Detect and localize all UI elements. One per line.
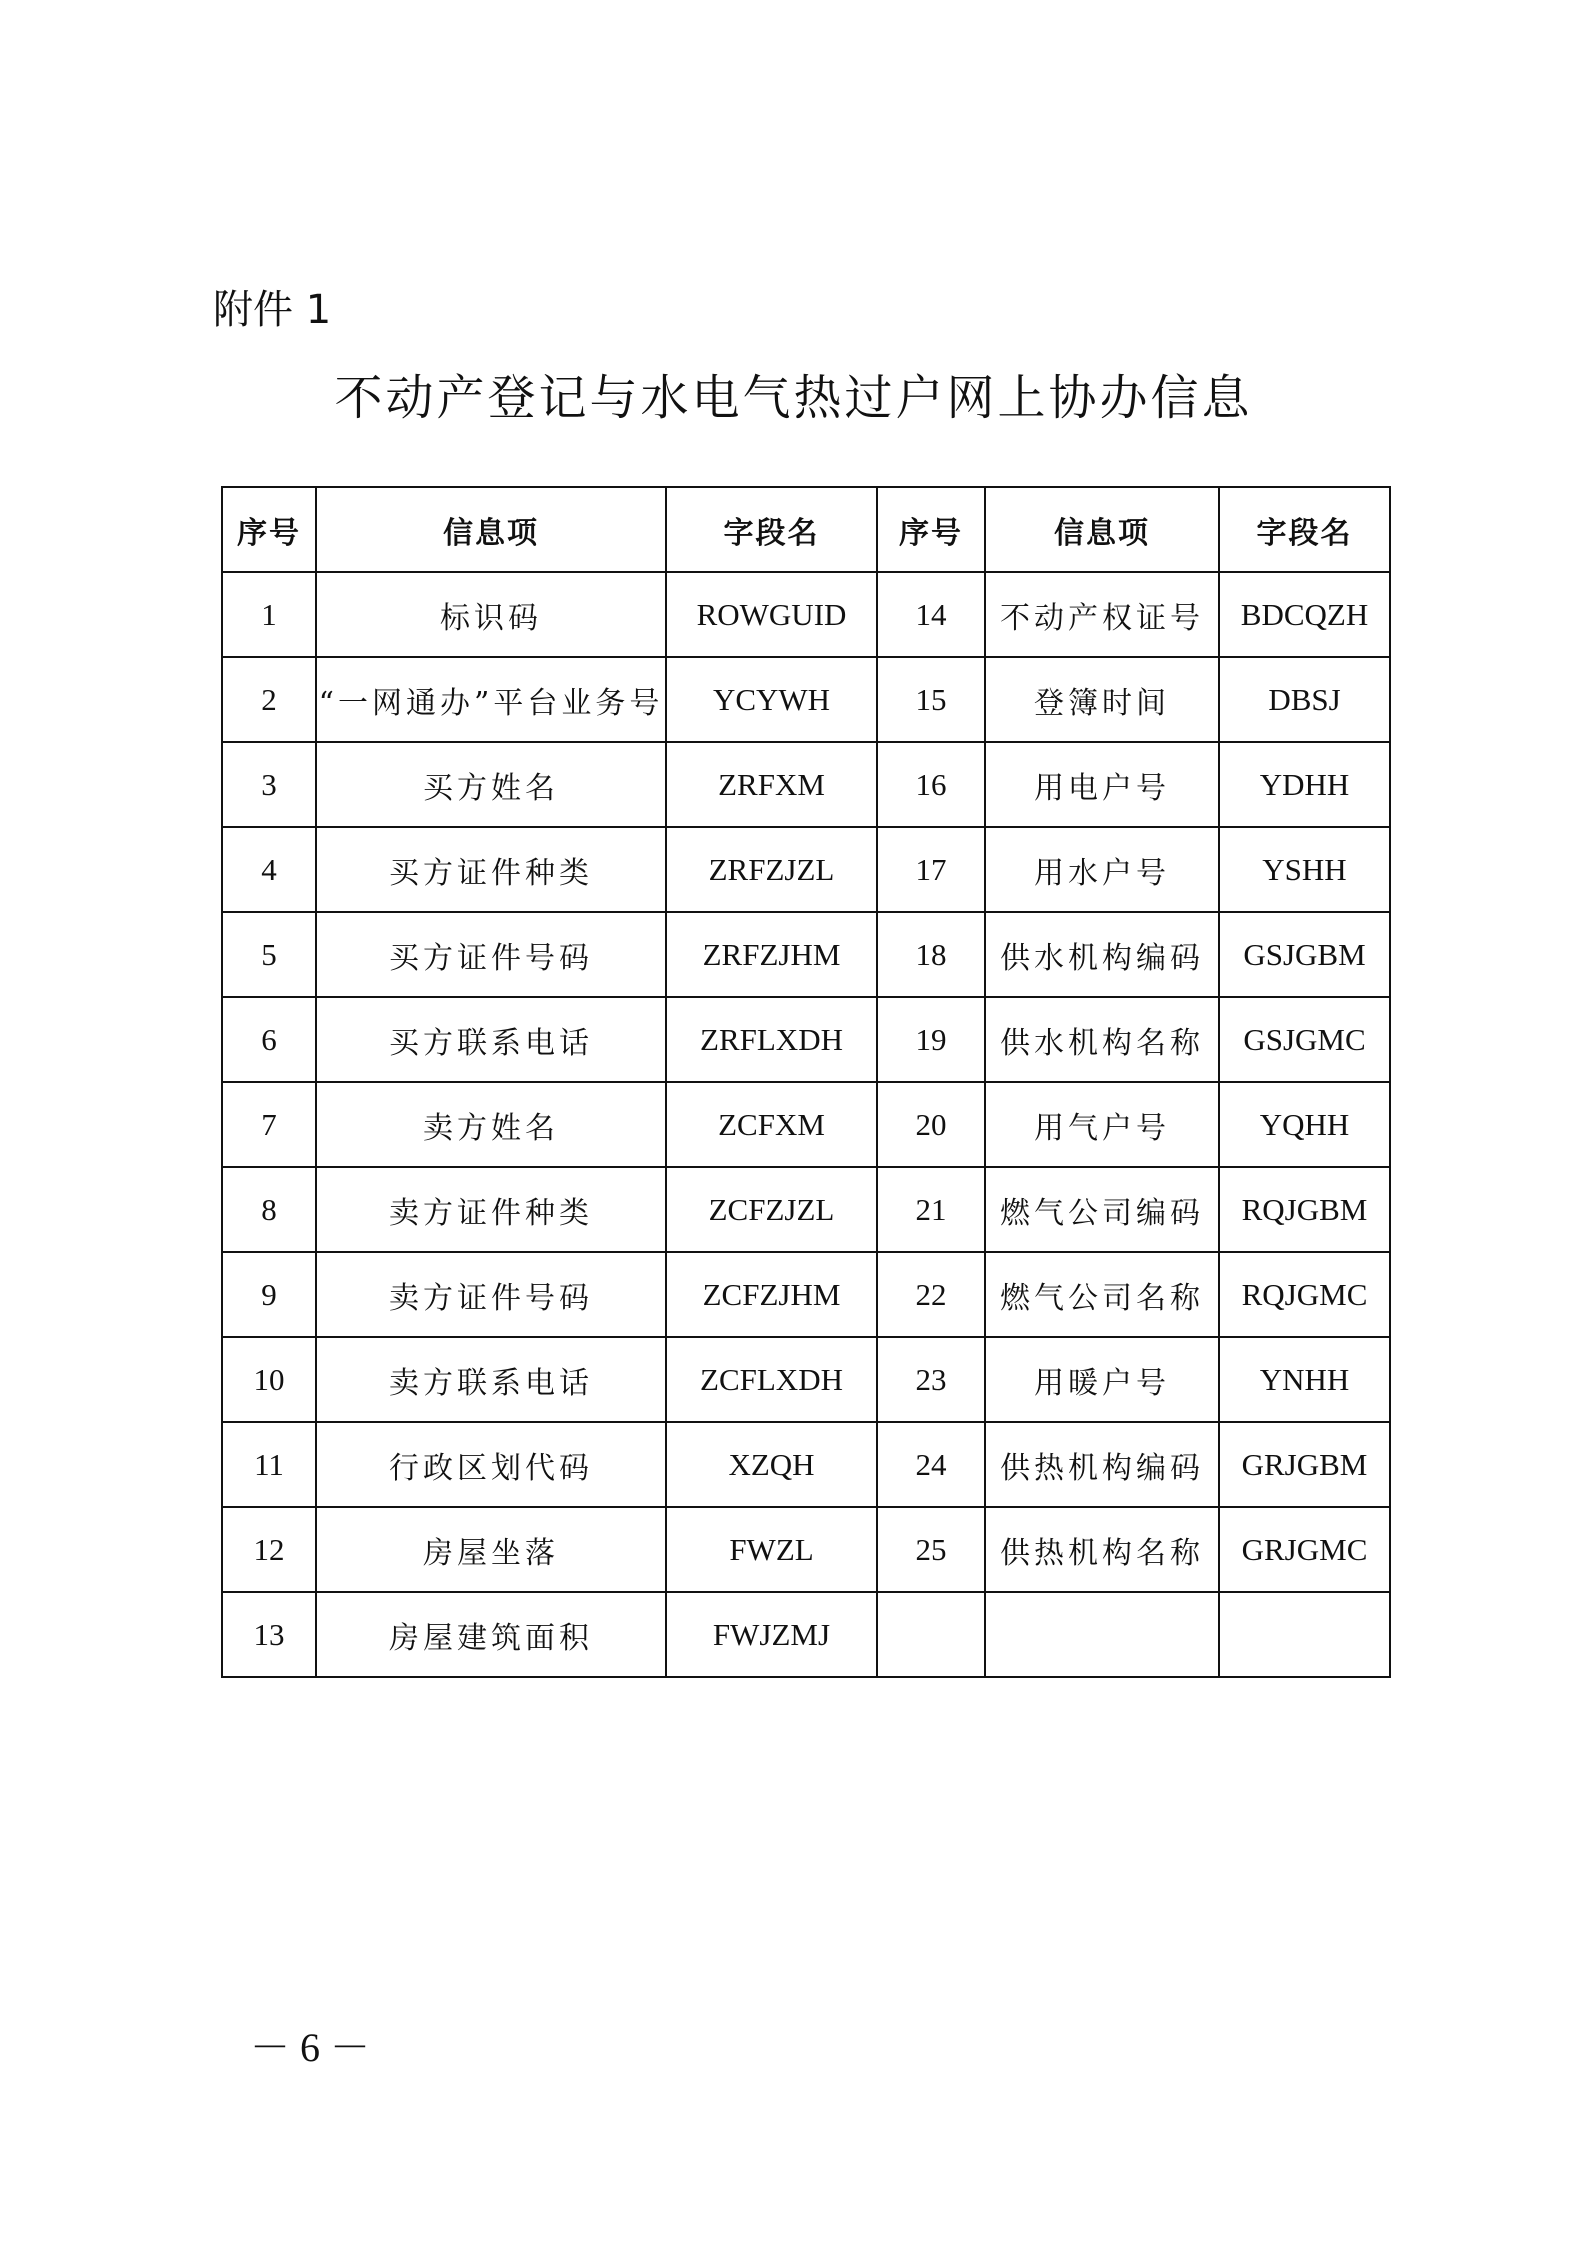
cell-field: YDHH [1219, 742, 1390, 827]
cell-item: 燃气公司编码 [985, 1167, 1219, 1252]
cell-field: YCYWH [666, 657, 877, 742]
cell-item: 买方姓名 [316, 742, 666, 827]
cell-field: RQJGBM [1219, 1167, 1390, 1252]
cell-item: 供水机构名称 [985, 997, 1219, 1082]
cell-field [1219, 1592, 1390, 1677]
cell-field: ZCFLXDH [666, 1337, 877, 1422]
cell-item: 用暖户号 [985, 1337, 1219, 1422]
cell-item: 卖方姓名 [316, 1082, 666, 1167]
cell-item: 不动产权证号 [985, 572, 1219, 657]
table-body [222, 572, 1390, 1677]
cell-item: 买方证件号码 [316, 912, 666, 997]
header-item: 信息项 [316, 487, 666, 572]
table-row [222, 1422, 1390, 1507]
cell-seq: 9 [222, 1252, 316, 1337]
cell-seq: 10 [222, 1337, 316, 1422]
table-row [222, 997, 1390, 1082]
cell-seq: 11 [222, 1422, 316, 1507]
table-row [222, 1167, 1390, 1252]
cell-field: GRJGMC [1219, 1507, 1390, 1592]
document-title: 不动产登记与水电气热过户网上协办信息 [334, 370, 1253, 426]
cell-seq: 22 [877, 1252, 985, 1337]
cell-field: GSJGBM [1219, 912, 1390, 997]
cell-field: ZRFLXDH [666, 997, 877, 1082]
cell-item: 登簿时间 [985, 657, 1219, 742]
cell-seq: 5 [222, 912, 316, 997]
cell-seq: 21 [877, 1167, 985, 1252]
cell-item: 供热机构编码 [985, 1422, 1219, 1507]
cell-field: BDCQZH [1219, 572, 1390, 657]
table-row [222, 572, 1390, 657]
cell-field: ROWGUID [666, 572, 877, 657]
table-row [222, 912, 1390, 997]
cell-seq: 8 [222, 1167, 316, 1252]
cell-item: “一网通办”平台业务号 [316, 657, 666, 742]
table-row [222, 1082, 1390, 1167]
cell-seq: 23 [877, 1337, 985, 1422]
cell-seq: 2 [222, 657, 316, 742]
table-row [222, 827, 1390, 912]
cell-seq: 25 [877, 1507, 985, 1592]
cell-item: 房屋建筑面积 [316, 1592, 666, 1677]
cell-seq: 20 [877, 1082, 985, 1167]
cell-field: FWZL [666, 1507, 877, 1592]
cell-field: GSJGMC [1219, 997, 1390, 1082]
cell-item: 卖方证件号码 [316, 1252, 666, 1337]
cell-field: YNHH [1219, 1337, 1390, 1422]
header-item: 信息项 [985, 487, 1219, 572]
header-field: 字段名 [666, 487, 877, 572]
cell-field: ZRFXM [666, 742, 877, 827]
cell-field: FWJZMJ [666, 1592, 877, 1677]
cell-item [985, 1592, 1219, 1677]
cell-field: XZQH [666, 1422, 877, 1507]
cell-field: ZRFZJHM [666, 912, 877, 997]
cell-field: YSHH [1219, 827, 1390, 912]
attachment-label: 附件 1 [213, 287, 332, 333]
cell-seq: 16 [877, 742, 985, 827]
table-row [222, 1507, 1390, 1592]
header-seq: 序号 [877, 487, 985, 572]
cell-seq: 1 [222, 572, 316, 657]
cell-item: 房屋坐落 [316, 1507, 666, 1592]
cell-seq: 19 [877, 997, 985, 1082]
cell-seq: 6 [222, 997, 316, 1082]
page-number: － 6 － [250, 2025, 370, 2070]
cell-item: 标识码 [316, 572, 666, 657]
cell-field: YQHH [1219, 1082, 1390, 1167]
cell-seq: 15 [877, 657, 985, 742]
cell-field: GRJGBM [1219, 1422, 1390, 1507]
cell-field: DBSJ [1219, 657, 1390, 742]
table-row [222, 1337, 1390, 1422]
cell-seq: 13 [222, 1592, 316, 1677]
cell-seq: 14 [877, 572, 985, 657]
cell-seq: 24 [877, 1422, 985, 1507]
table-row [222, 1592, 1390, 1677]
cell-item: 供水机构编码 [985, 912, 1219, 997]
header-seq: 序号 [222, 487, 316, 572]
cell-item: 用电户号 [985, 742, 1219, 827]
cell-seq: 17 [877, 827, 985, 912]
cell-seq: 3 [222, 742, 316, 827]
cell-seq: 7 [222, 1082, 316, 1167]
cell-seq: 12 [222, 1507, 316, 1592]
cell-item: 燃气公司名称 [985, 1252, 1219, 1337]
cell-item: 买方证件种类 [316, 827, 666, 912]
cell-item: 卖方证件种类 [316, 1167, 666, 1252]
cell-field: ZCFZJZL [666, 1167, 877, 1252]
cell-field: ZCFXM [666, 1082, 877, 1167]
cell-field: ZCFZJHM [666, 1252, 877, 1337]
table-header-row [222, 487, 1390, 572]
header-field: 字段名 [1219, 487, 1390, 572]
cell-seq: 18 [877, 912, 985, 997]
cell-item: 用水户号 [985, 827, 1219, 912]
cell-item: 供热机构名称 [985, 1507, 1219, 1592]
table-row [222, 742, 1390, 827]
cell-field: RQJGMC [1219, 1252, 1390, 1337]
cell-item: 买方联系电话 [316, 997, 666, 1082]
cell-seq [877, 1592, 985, 1677]
cell-field: ZRFZJZL [666, 827, 877, 912]
cell-seq: 4 [222, 827, 316, 912]
cell-item: 卖方联系电话 [316, 1337, 666, 1422]
cell-item: 行政区划代码 [316, 1422, 666, 1507]
table-row [222, 1252, 1390, 1337]
info-table [221, 486, 1391, 1678]
table-row [222, 657, 1390, 742]
cell-item: 用气户号 [985, 1082, 1219, 1167]
